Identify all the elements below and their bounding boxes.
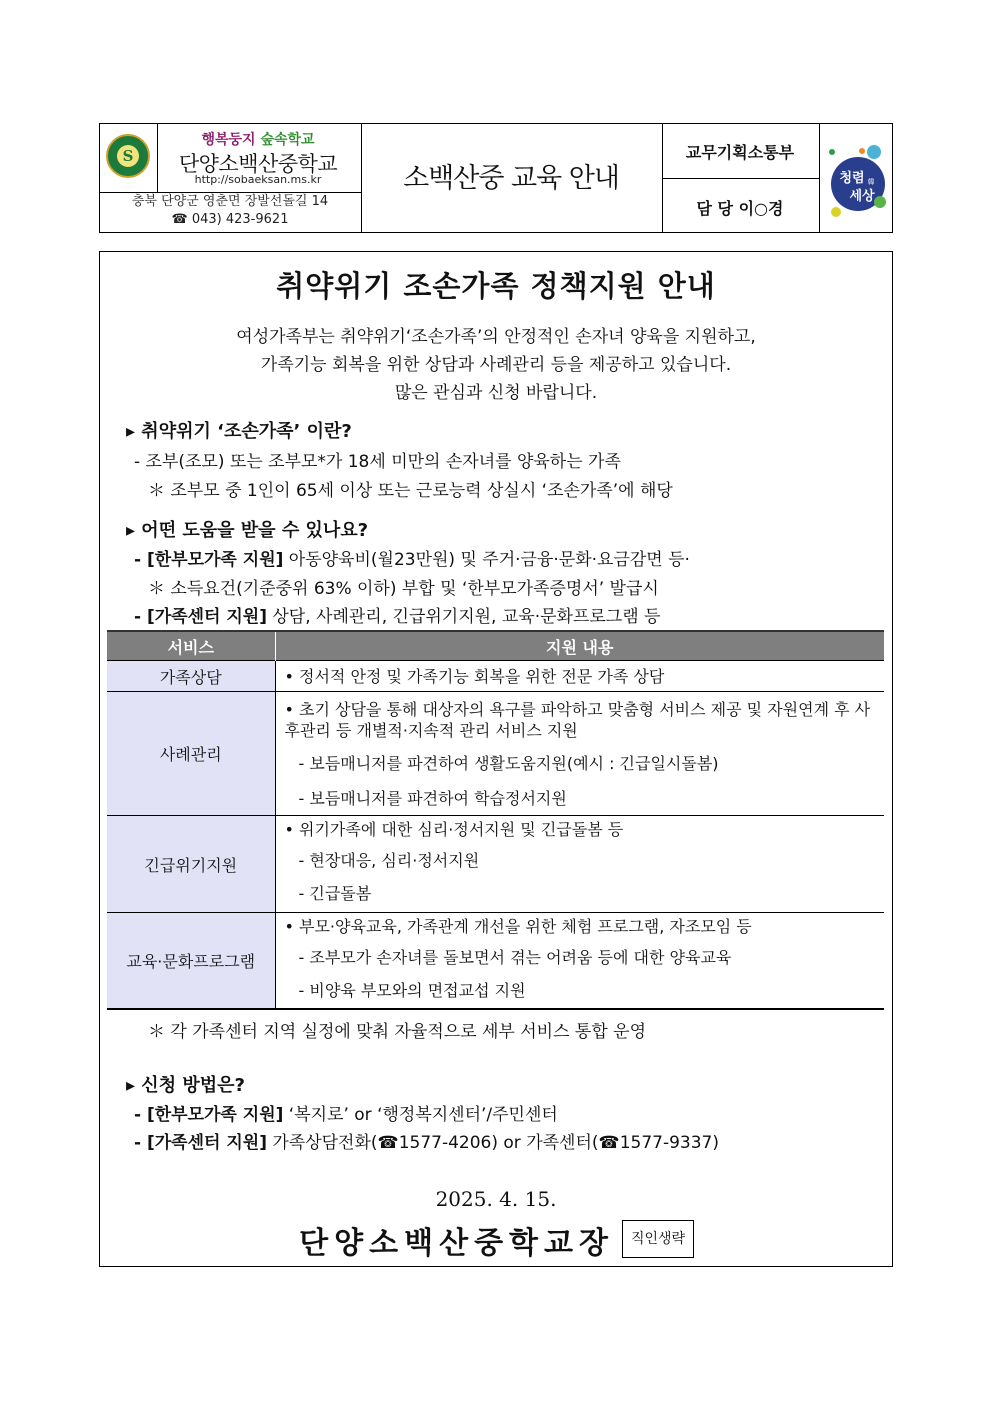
notice-box [99, 251, 893, 1267]
service-bullet: • 위기가족에 대한 심리·정서지원 및 긴급돌봄 등 [284, 820, 624, 839]
services-table-wrap [107, 630, 884, 1010]
apply-family-center-label: - [가족센터 지원] [134, 1133, 267, 1153]
apply-family-center-text: 가족상담전화(☎1577-4206) or 가족센터(☎1577-9337) [266, 1133, 719, 1153]
integrity-emblem [826, 142, 888, 218]
apply-family-center [134, 1128, 719, 1153]
table-header-content: 지원 내용 [275, 631, 884, 661]
service-name: 긴급위기지원 [107, 816, 275, 913]
definition-line: - 조부(조모) 또는 조부모*가 18세 미만의 손자녀를 양육하는 가족 [134, 452, 621, 472]
service-bullet: • 초기 상담을 통해 대상자의 욕구를 파악하고 맞춤형 서비스 제공 및 자원연계 후 사후관리 등 개별적·지속적 관리 서비스 지원 [284, 700, 871, 740]
department-name: 교무기획소통부 [685, 143, 795, 162]
service-content [275, 692, 884, 816]
emblem-dot-yellow [831, 207, 841, 217]
emblem-dot-blue [867, 145, 881, 159]
school-url[interactable]: http://sobaeksan.ms.kr [194, 173, 322, 186]
service-bullet: • 부모·양육교육, 가족관계 개선을 위한 체험 프로그램, 자조모임 등 [284, 917, 752, 936]
service-content [275, 913, 884, 1009]
service-bullet: • 정서적 안정 및 가족기능 회복을 위한 전문 가족 상담 [284, 667, 665, 686]
table-note: ＊ 각 가족센터 지역 실정에 맞춰 자율적으로 세부 서비스 통합 운영 [148, 1022, 647, 1042]
school-phone: ☎ 043) 423-9621 [171, 212, 289, 227]
service-name: 교육·문화프로그램 [107, 913, 275, 1009]
slogan-part-b: 숲속학교 [260, 132, 315, 148]
school-logo [106, 134, 150, 178]
benefit-single-parent-label: - [한부모가족 지원] [134, 550, 284, 570]
service-content [275, 816, 884, 913]
section-heading-apply: ▸ 신청 방법은? [126, 1075, 245, 1096]
emblem-text-2: 세상 [849, 189, 875, 204]
document-header [99, 123, 893, 233]
table-row [107, 913, 884, 1009]
emblem-dot-lightgreen [874, 196, 886, 208]
seal-omitted-box: 직인생략 [622, 1220, 694, 1258]
document-type-title: 소백산중 교육 안내 [403, 163, 619, 194]
intro-line-1: 여성가족부는 취약위기‘조손가족’의 안정적인 손자녀 양육을 지원하고, [236, 327, 756, 347]
table-row [107, 692, 884, 816]
apply-single-parent [134, 1100, 558, 1125]
service-name: 사례관리 [107, 692, 275, 816]
school-address: 충북 단양군 영춘면 장발선돌길 14 [131, 194, 329, 209]
issue-date: 2025. 4. 15. [435, 1187, 557, 1211]
slogan-part-a: 행복둥지 [201, 132, 256, 148]
benefit-single-parent [134, 545, 690, 570]
section-heading-definition: ▸ 취약위기 ‘조손가족’ 이란? [126, 421, 352, 442]
principal-name: 단양소백산중학교장 [299, 1226, 614, 1261]
benefit-family-center-label: - [가족센터 지원] [134, 607, 267, 627]
service-sub-item: - 보듬매니저를 파견하여 학습정서지원 [298, 789, 567, 808]
benefit-single-parent-text: 아동양육비(월23만원) 및 주거·금융·문화·요금감면 등· [283, 550, 690, 570]
service-sub-item: - 현장대응, 심리·정서지원 [298, 851, 480, 870]
apply-single-parent-label: - [한부모가족 지원] [134, 1105, 284, 1125]
definition-note: ＊ 조부모 중 1인이 65세 이상 또는 근로능력 상실시 ‘조손가족’에 해당 [148, 481, 673, 501]
table-row [107, 661, 884, 692]
services-table [107, 630, 884, 1010]
emblem-text-3: 韓 [867, 178, 875, 186]
table-header-row [107, 631, 884, 661]
benefit-family-center-text: 상담, 사례관리, 긴급위기지원, 교육·문화프로그램 등 [266, 607, 661, 627]
school-slogan [158, 129, 358, 149]
emblem-dot-orange [859, 148, 865, 154]
service-sub-item: - 비양육 부모와의 면접교섭 지원 [298, 981, 526, 1000]
benefit-single-parent-note: ＊ 소득요건(기준중위 63% 이하) 부합 및 ‘한부모가족증명서’ 발급시 [148, 579, 659, 599]
logo-letter: S [122, 147, 134, 165]
service-sub-item: - 긴급돌봄 [298, 884, 372, 903]
service-sub-item: - 보듬매니저를 파견하여 생활도움지원(예시 : 긴급일시돌봄) [298, 754, 719, 773]
notice-title: 취약위기 조손가족 정책지원 안내 [276, 269, 716, 303]
emblem-dot-green [829, 149, 835, 155]
benefit-family-center [134, 602, 660, 627]
emblem-text-1: 청렴 [839, 171, 865, 186]
school-name: 단양소백산중학교 [178, 152, 338, 176]
apply-single-parent-text: ‘복지로’ or ‘행정복지센터’/주민센터 [283, 1105, 558, 1125]
service-sub-item: - 조부모가 손자녀를 돌보면서 겪는 어려움 등에 대한 양육교육 [298, 948, 732, 967]
service-name: 가족상담 [107, 661, 275, 692]
school-address-block [100, 193, 360, 229]
intro-line-2: 가족기능 회복을 위한 상담과 사례관리 등을 제공하고 있습니다. [260, 355, 732, 375]
intro-line-3: 많은 관심과 신청 바랍니다. [394, 383, 598, 403]
table-header-service: 서비스 [107, 631, 275, 661]
staff-in-charge: 담 당 이○경 [696, 199, 784, 218]
table-row [107, 816, 884, 913]
service-content [275, 661, 884, 692]
section-heading-benefits: ▸ 어떤 도움을 받을 수 있나요? [126, 520, 369, 541]
